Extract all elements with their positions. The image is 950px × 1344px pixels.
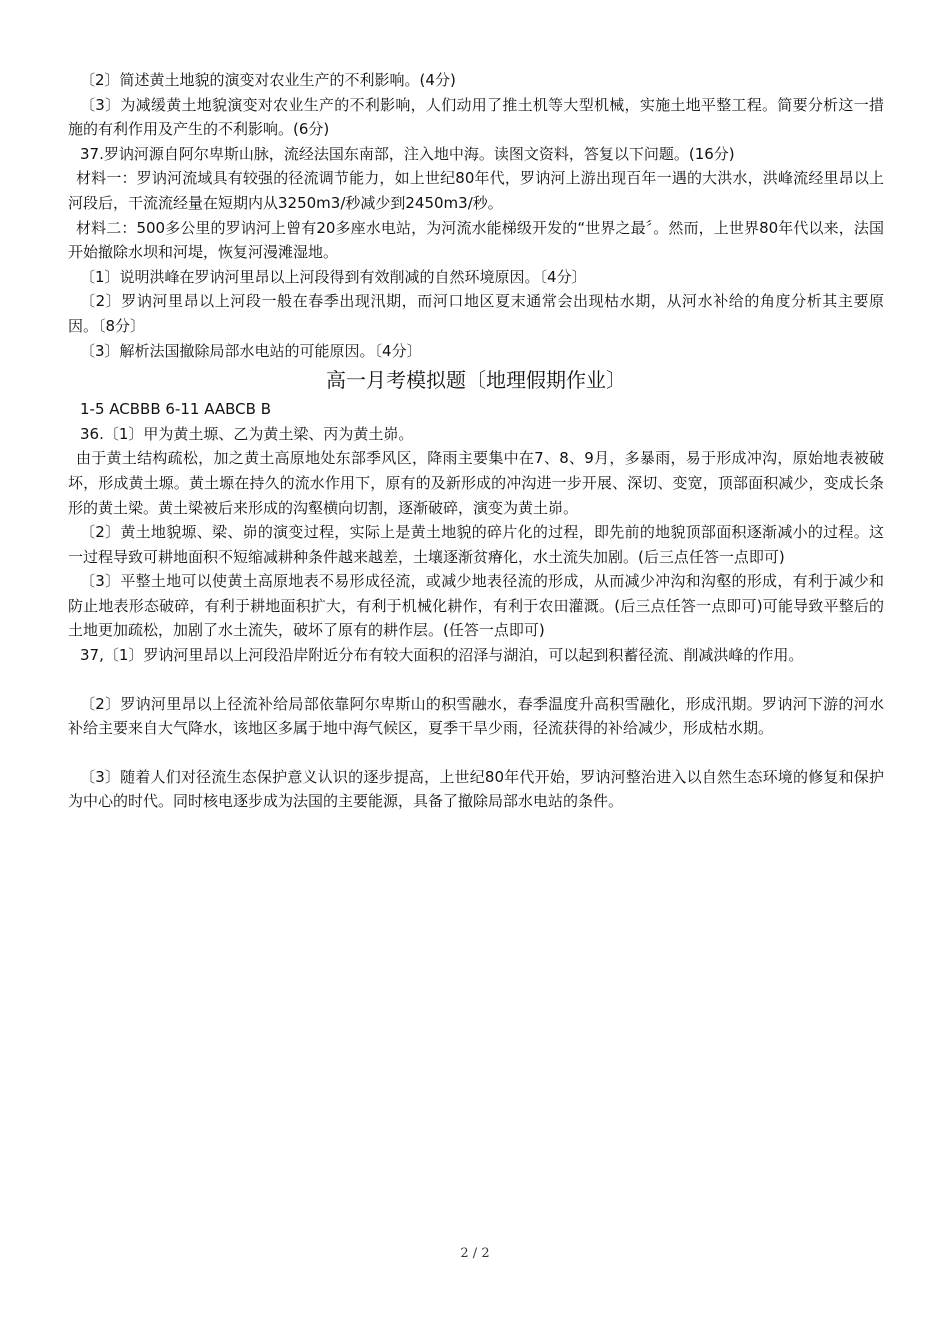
answer-37-1: 37,〔1〕罗讷河里昂以上河段沿岸附近分布有较大面积的沼泽与湖泊，可以起到积蓄径流、削减洪峰的作用。 bbox=[80, 646, 804, 665]
answer-section-title: 高一月考模拟题〔地理假期作业〕 bbox=[326, 368, 626, 393]
question-37-2: 〔2〕罗讷河里昂以上河段一般在春季出现汛期，而河口地区夏末通常会出现枯水期，从河水补给的角度分析其主要原因。〔8分〕 bbox=[68, 292, 884, 335]
page-number: 2 / 2 bbox=[460, 1246, 490, 1261]
question-37-intro: 37.罗讷河源自阿尔卑斯山脉，流经法国东南部，注入地中海。读图文资料，答复以下问题。(16分) bbox=[80, 144, 735, 163]
choice-answers: 1-5 ACBBB 6-11 AABCB B bbox=[80, 400, 271, 419]
material-one: 材料一：罗讷河流域具有较强的径流调节能力，如上世纪80年代，罗讷河上游出现百年一遇的大洪水，洪峰流经里昂以上河段后，干流流经量在短期内从3250m3/秒减少到2450m3/秒。 bbox=[68, 169, 884, 212]
document-page bbox=[68, 68, 884, 814]
answer-36-1-head: 36.〔1〕甲为黄土塬、乙为黄土梁、丙为黄土峁。 bbox=[80, 424, 414, 443]
question-36-3: 〔3〕为减缓黄土地貌演变对农业生产的不利影响，人们动用了推土机等大型机械，实施土地平整工程。简要分析这一措施的有利作用及产生的不利影响。(6分) bbox=[68, 95, 884, 139]
material-two: 材料二：500多公里的罗讷河上曾有20多座水电站，为河流水能梯级开发的“世界之最〞。然而，上世界80年代以来，法国开始撤除水坝和河堤，恢复河漫滩湿地。 bbox=[68, 218, 884, 262]
paragraph-gap bbox=[68, 741, 884, 765]
answer-36-2: 〔2〕黄土地貌塬、梁、峁的演变过程，实际上是黄土地貌的碎片化的过程，即先前的地貌顶部面积逐渐减小的过程。这一过程导致可耕地面积不短缩减耕种条件越来越差，土壤逐渐贫瘠化，水土流失加剧。(后三点任答一点即可) bbox=[68, 523, 884, 566]
answer-37-2: 〔2〕罗讷河里昂以上径流补给局部依靠阿尔卑斯山的积雪融水，春季温度升高积雪融化，形成汛期。罗讷河下游的河水补给主要来自大气降水，该地区多属于地中海气候区，夏季干旱少雨，径流获得的补给减少，形成枯水期。 bbox=[68, 694, 884, 738]
paragraph-gap bbox=[68, 668, 884, 692]
answer-36-3: 〔3〕平整土地可以使黄土高原地表不易形成径流，或减少地表径流的形成，从而减少冲沟和沟壑的形成，有利于减少和防止地表形态破碎，有利于耕地面积扩大，有利于机械化耕作，有利于农田灌溉。(后三点任答一点即可)可能导致平整后的土地更加疏松，加剧了水土流失，破坏了原有的耕作层。(任答一点即可) bbox=[68, 572, 884, 640]
answer-36-1-body: 由于黄土结构疏松，加之黄土高原地处东部季风区，降雨主要集中在7、8、9月，多暴雨，易于形成冲沟，原始地表被破坏，形成黄土塬。黄土塬在持久的流水作用下，原有的及新形成的冲沟进一步开展、深切、变宽，顶部面积减少，变成长条形的黄土梁。黄土梁被后来形成的沟壑横向切割，逐渐破碎，演变为黄土峁。 bbox=[68, 449, 884, 517]
question-36-2: 〔2〕简述黄土地貌的演变对农业生产的不利影响。(4分) bbox=[80, 71, 456, 89]
answer-37-3: 〔3〕随着人们对径流生态保护意义认识的逐步提高，上世纪80年代开始，罗讷河整治进入以自然生态环境的修复和保护为中心的时代。同时核电逐步成为法国的主要能源，具备了撤除局部水电站的条件。 bbox=[68, 767, 884, 811]
question-37-1: 〔1〕说明洪峰在罗讷河里昂以上河段得到有效削减的自然环境原因。〔4分〕 bbox=[80, 267, 587, 286]
question-37-3: 〔3〕解析法国撤除局部水电站的可能原因。〔4分〕 bbox=[80, 341, 422, 360]
